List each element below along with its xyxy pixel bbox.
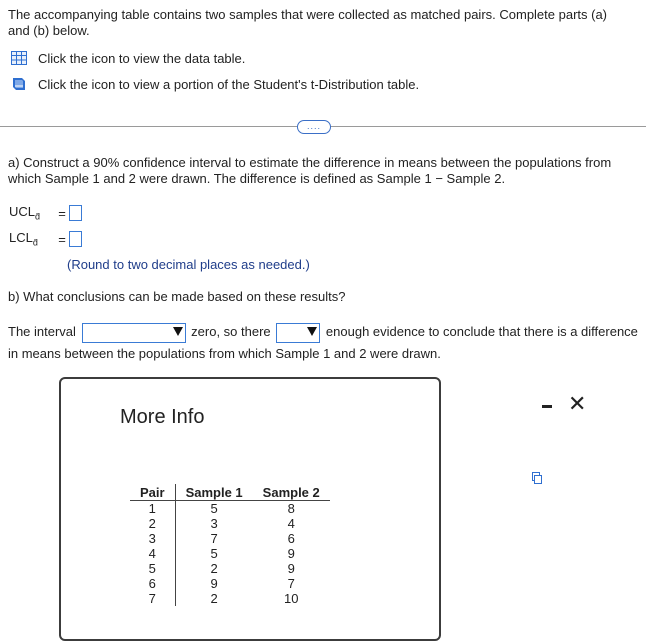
conclusion-sentence — [8, 321, 644, 365]
lcl-label: $LCL_{d̄}$ — [9, 230, 38, 248]
lcl-row — [9, 229, 82, 249]
table-row — [130, 561, 330, 576]
close-icon[interactable]: ✕ — [568, 391, 587, 416]
data-table-link[interactable] — [10, 49, 245, 67]
sample-2-cell: 9 — [287, 561, 295, 576]
sample-1-cell: 3 — [210, 516, 218, 531]
sample-1-cell: 2 — [210, 561, 218, 576]
sample-1-cell: 5 — [210, 501, 218, 516]
ucl-equals: = — [58, 205, 66, 221]
pair-cell: 2 — [130, 516, 175, 531]
conclusion-text-1: The interval — [8, 324, 76, 339]
copy-icon[interactable] — [532, 472, 542, 484]
sample-2-cell: 7 — [287, 576, 295, 591]
ucl-row — [9, 203, 82, 223]
conclusion-text-2: zero, so there — [191, 324, 271, 339]
interval-contains-dropdown[interactable] — [82, 323, 186, 343]
part-a-question: a) Construct a 90% confidence interval to estimate the difference in means between the populations from which Sample 1 and 2 were drawn. The difference is defined as Sample 1 − Sample 2. — [8, 155, 612, 186]
header-pair: Pair — [130, 484, 175, 501]
table-row — [130, 516, 330, 531]
pair-cell: 6 — [130, 576, 175, 591]
sample-2-cell: 8 — [287, 501, 295, 516]
chevron-down-icon — [307, 327, 317, 336]
pair-cell: 3 — [130, 531, 175, 546]
chevron-down-icon — [173, 327, 183, 336]
sample-1-cell: 2 — [210, 591, 218, 606]
book-icon[interactable] — [10, 76, 28, 92]
intro-text: The accompanying table contains two samples that were collected as matched pairs. Complete parts (a) and (b) below. — [8, 7, 608, 38]
sample-1-cell: 7 — [210, 531, 218, 546]
t-table-link-label: Click the icon to view a portion of the Student's t-Distribution table. — [38, 76, 420, 92]
sample-1-cell: 5 — [210, 546, 218, 561]
sample-2-cell: 4 — [287, 516, 295, 531]
expand-more-button[interactable]: .... — [297, 120, 331, 134]
sample-2-cell: 10 — [283, 591, 299, 606]
table-row — [130, 531, 330, 546]
table-row — [130, 591, 330, 606]
minimize-icon[interactable] — [542, 405, 552, 408]
pair-cell: 5 — [130, 561, 175, 576]
t-table-link[interactable] — [10, 75, 419, 93]
ucl-answer-input[interactable] — [69, 205, 82, 221]
table-row — [130, 501, 330, 517]
data-table — [130, 484, 330, 606]
table-row — [130, 576, 330, 591]
table-row — [130, 546, 330, 561]
data-table-link-label: Click the icon to view the data table. — [38, 50, 246, 66]
pair-cell: 1 — [130, 501, 175, 517]
lcl-equals: = — [58, 231, 66, 247]
pair-cell: 7 — [130, 591, 175, 606]
round-hint: (Round to two decimal places as needed.) — [67, 257, 310, 272]
evidence-dropdown[interactable] — [276, 323, 320, 343]
dialog-title: More Info — [120, 406, 205, 428]
lcl-answer-input[interactable] — [69, 231, 82, 247]
sample-2-cell: 9 — [287, 546, 295, 561]
header-sample-1: Sample 1 — [175, 484, 253, 501]
sample-2-cell: 6 — [287, 531, 295, 546]
pair-cell: 4 — [130, 546, 175, 561]
sample-1-cell: 9 — [210, 576, 218, 591]
grid-table-icon[interactable] — [10, 50, 28, 66]
conclusion-text-3: enough evidence to conclude that there is a difference in means between the populations from which Sample 1 and 2 were drawn. — [8, 324, 638, 361]
header-sample-2: Sample 2 — [253, 484, 330, 501]
ucl-label: $UCL_{d̄}$ — [9, 204, 41, 222]
part-b-question: b) What conclusions can be made based on these results? — [8, 289, 346, 304]
